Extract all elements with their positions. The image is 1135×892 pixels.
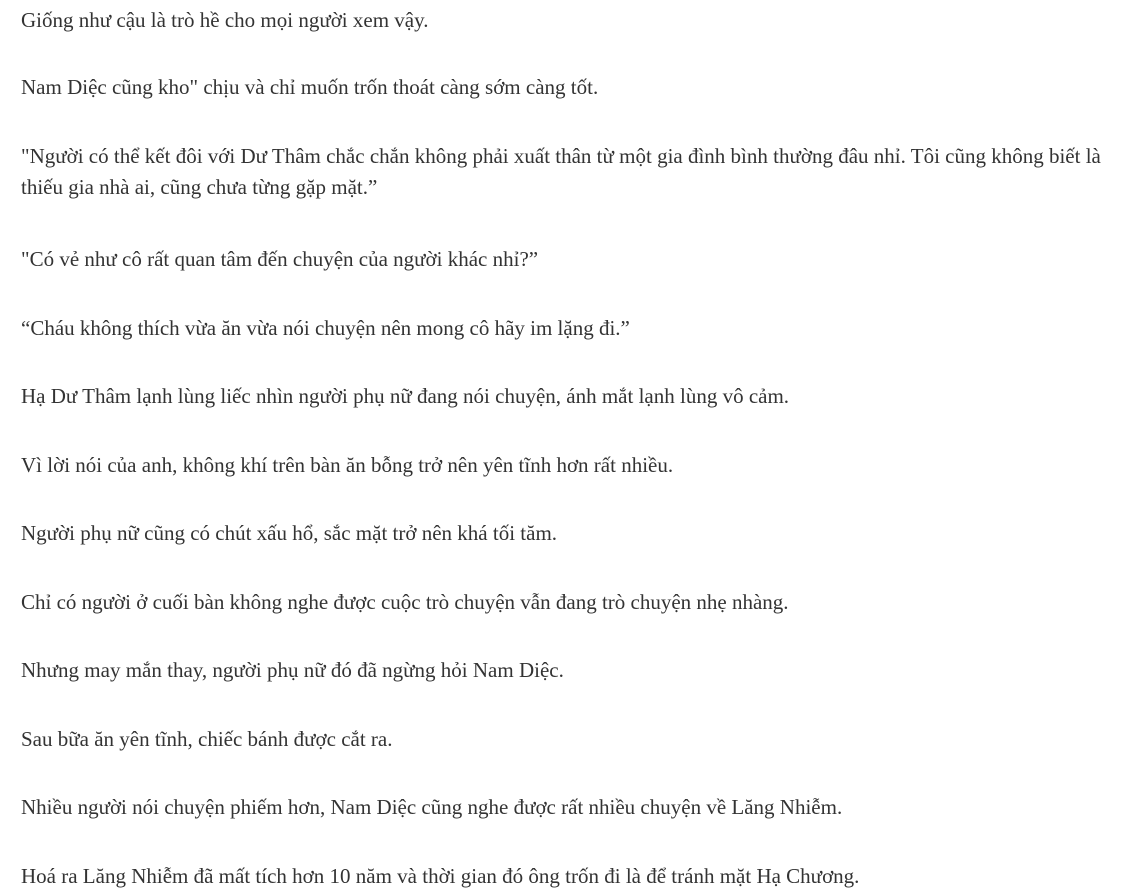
paragraph: Hoá ra Lăng Nhiễm đã mất tích hơn 10 năm và thời gian đó ông trốn đi là để tránh mặt Hạ Chương. xyxy=(21,864,860,888)
paragraph: Chỉ có người ở cuối bàn không nghe được cuộc trò chuyện vẫn đang trò chuyện nhẹ nhàng. xyxy=(21,590,789,614)
paragraph: Nhiều người nói chuyện phiếm hơn, Nam Diệc cũng nghe được rất nhiều chuyện về Lăng Nhiễm. xyxy=(21,795,843,819)
paragraph: Nhưng may mắn thay, người phụ nữ đó đã ngừng hỏi Nam Diệc. xyxy=(21,658,564,682)
paragraph: Giống như cậu là trò hề cho mọi người xem vậy. xyxy=(21,8,429,32)
paragraph: Vì lời nói của anh, không khí trên bàn ăn bỗng trở nên yên tĩnh hơn rất nhiều. xyxy=(21,453,674,477)
paragraph: Người phụ nữ cũng có chút xấu hổ, sắc mặt trở nên khá tối tăm. xyxy=(21,521,558,545)
paragraph: "Người có thể kết đôi với Dư Thâm chắc chắn không phải xuất thân từ một gia đình bình thường đâu nhỉ. Tôi cũng không biết là thiếu gia nhà ai, cũng chưa từng gặp mặt.” xyxy=(21,144,1101,199)
paragraph: “Cháu không thích vừa ăn vừa nói chuyện nên mong cô hãy im lặng đi.” xyxy=(21,316,630,340)
paragraph: Hạ Dư Thâm lạnh lùng liếc nhìn người phụ nữ đang nói chuyện, ánh mắt lạnh lùng vô cảm. xyxy=(21,384,790,408)
paragraph: "Có vẻ như cô rất quan tâm đến chuyện của người khác nhỉ?” xyxy=(21,247,539,271)
paragraph: Nam Diệc cũng kho" chịu và chỉ muốn trốn thoát càng sớm càng tốt. xyxy=(21,75,599,99)
paragraph: Sau bữa ăn yên tĩnh, chiếc bánh được cắt ra. xyxy=(21,727,393,751)
